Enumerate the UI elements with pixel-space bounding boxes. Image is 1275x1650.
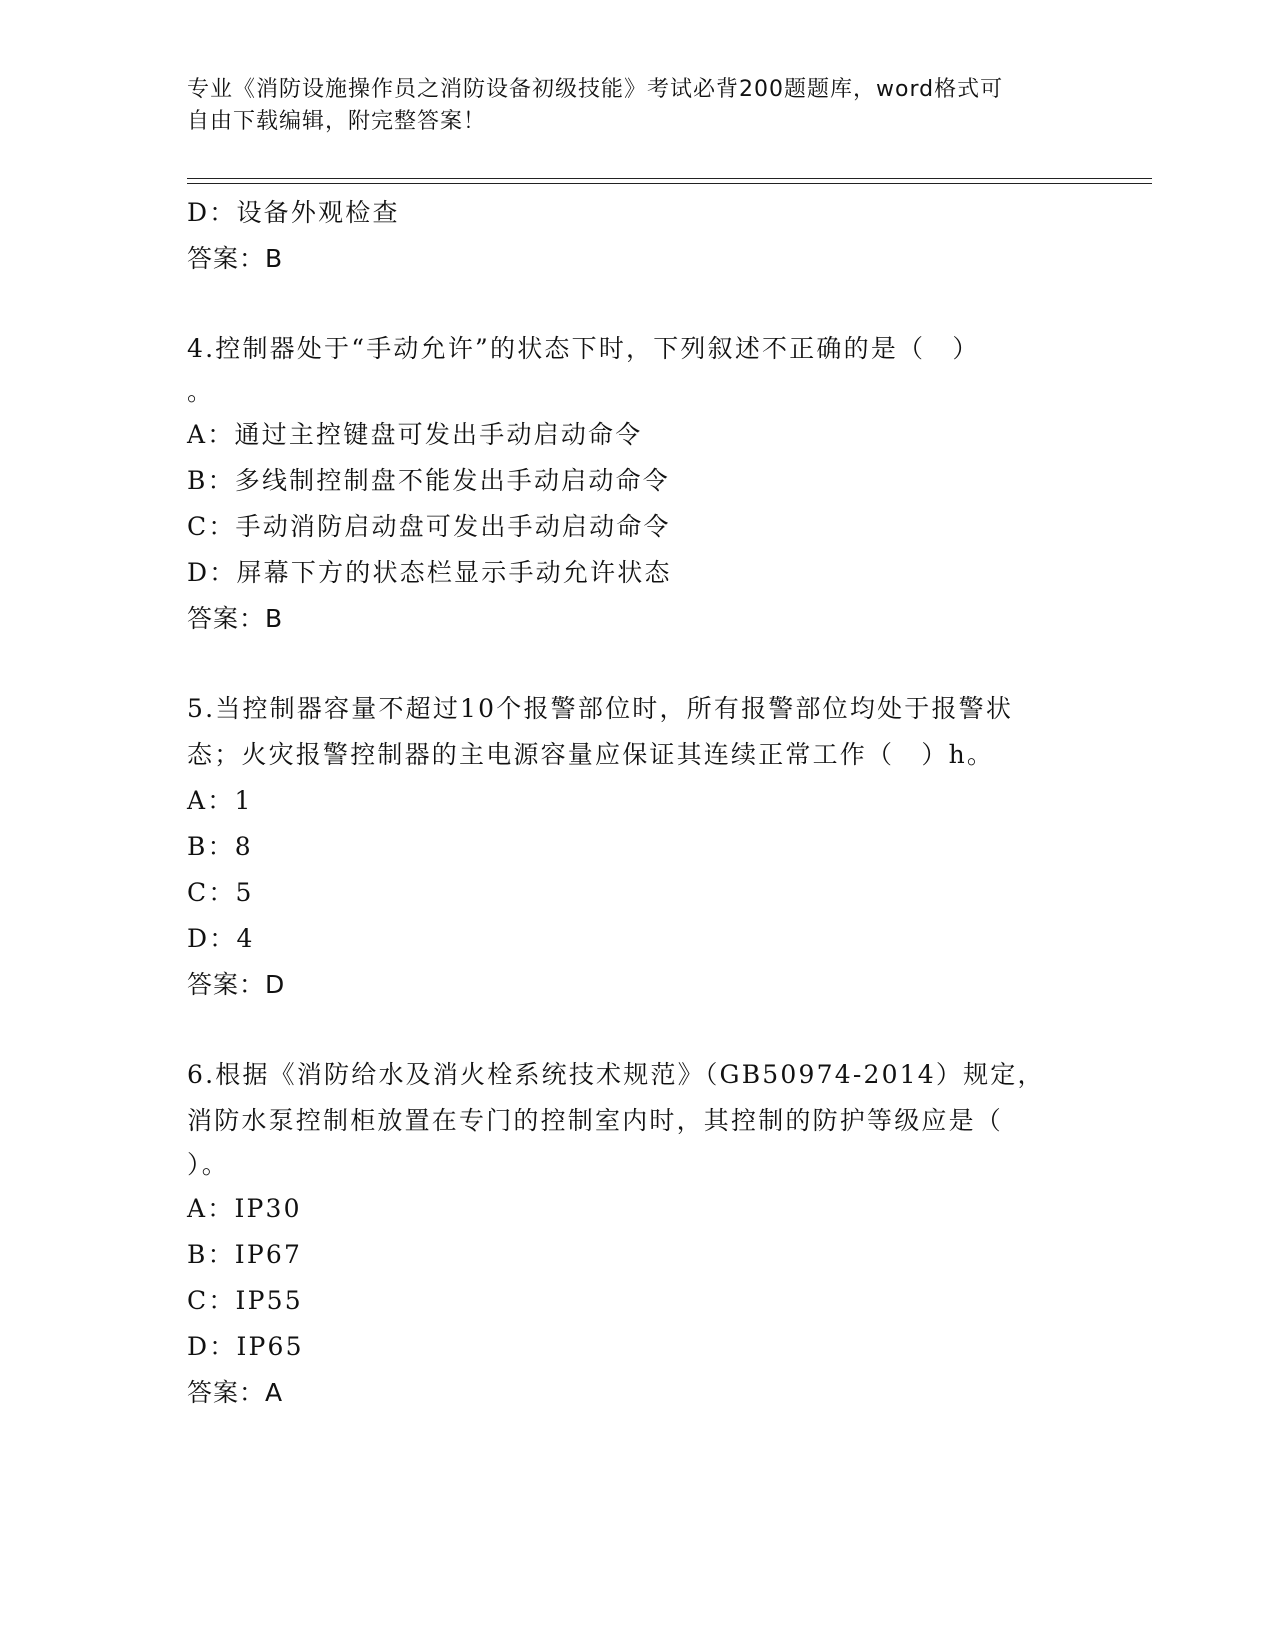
option-d: D：设备外观检查 [187, 198, 400, 227]
header-title-line-1: 专业《消防设施操作员之消防设备初级技能》考试必背200题题库，word格式可 [187, 77, 1004, 102]
option-a: A：1 [187, 786, 253, 815]
option-d: D：屏幕下方的状态栏显示手动允许状态 [187, 558, 672, 587]
question-5 [187, 686, 1067, 1008]
question-6 [187, 1052, 1067, 1416]
question-4 [187, 326, 1067, 642]
option-c: C：5 [187, 878, 254, 907]
option-c: C：手动消防启动盘可发出手动启动命令 [187, 512, 671, 541]
question-stem-line-2: 消防水泵控制柜放置在专门的控制室内时，其控制的防护等级应是（ [187, 1106, 1004, 1135]
question-stem-line-2: 态；火灾报警控制器的主电源容量应保证其连续正常工作（ ）h。 [187, 740, 995, 769]
header-title-line-2: 自由下载编辑，附完整答案！ [187, 109, 487, 134]
answer-line: 答案：B [187, 244, 284, 273]
question-stem-line-1: 6.根据《消防给水及消火栓系统技术规范》（GB50974-2014）规定， [187, 1060, 1045, 1089]
question-stem-line-1: 4.控制器处于“手动允许”的状态下时，下列叙述不正确的是（ ） [187, 334, 980, 363]
previous-question-tail [187, 190, 1067, 282]
option-c: C：IP55 [187, 1286, 303, 1315]
question-content [187, 190, 1067, 1416]
header-divider-top [187, 178, 1152, 179]
option-d: D：4 [187, 924, 255, 953]
question-stem-line-3: ）。 [187, 1150, 229, 1179]
option-a: A：通过主控键盘可发出手动启动命令 [187, 420, 643, 449]
option-a: A：IP30 [187, 1194, 302, 1223]
option-b: B：IP67 [187, 1240, 303, 1269]
document-header [187, 74, 1067, 138]
answer-line: 答案：D [187, 970, 286, 999]
header-divider-bottom [187, 183, 1152, 184]
option-b: B：8 [187, 832, 253, 861]
answer-line: 答案：A [187, 1378, 284, 1407]
option-b: B：多线制控制盘不能发出手动启动命令 [187, 466, 670, 495]
answer-line: 答案：B [187, 604, 284, 633]
option-d: D：IP65 [187, 1332, 304, 1361]
question-stem-line-1: 5.当控制器容量不超过10个报警部位时，所有报警部位均处于报警状 [187, 694, 1014, 723]
question-stem-line-2: 。 [187, 377, 215, 406]
